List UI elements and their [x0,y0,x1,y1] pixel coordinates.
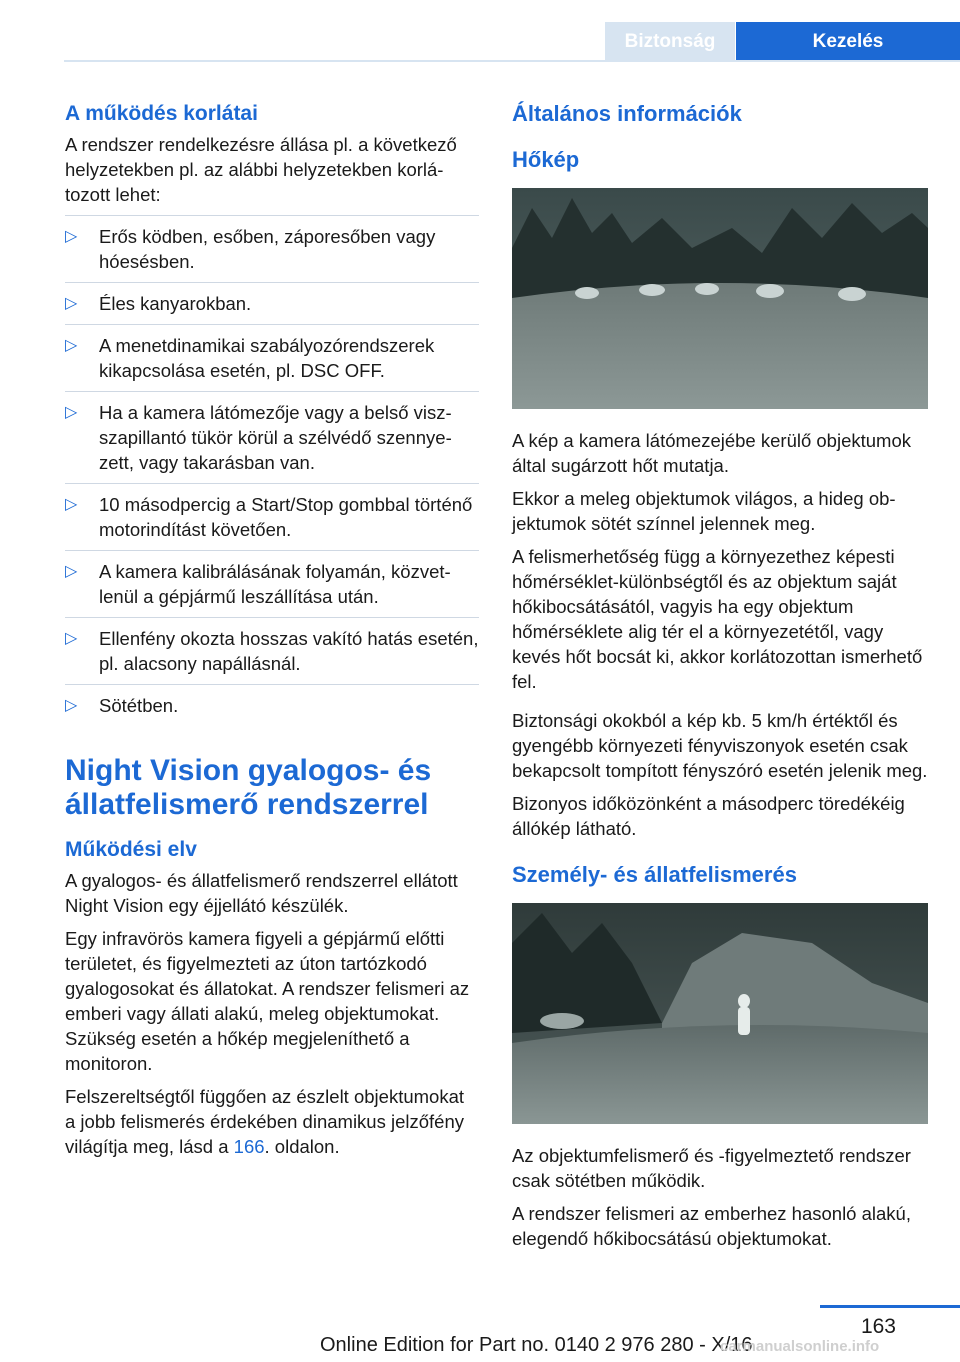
triangle-bullet-icon: ▷ [65,496,78,513]
general-heading: Általános információk [512,101,742,126]
thermal-image-pedestrian [512,903,928,1124]
page-header [0,0,960,62]
principle-paragraph: A gyalogos- és állatfelismerő rendszerrel ellátott Night Vision egy éjjellátó készülék. [65,870,458,916]
principle-paragraph: Felszereltségtől függően az észlelt objektumokat a jobb felismerés érdekében dinamikus jelzőfény világítja meg, lásd a 166. oldalon. [65,1086,464,1157]
header-divider [64,60,960,62]
list-item: ▷ Ha a kamera látómezője vagy a belső viszszapillantó tükör körül a szélvédő szennyezett, vagy takarásban van. [65,391,479,483]
detection-paragraph: Az objektumfelismerő és -figyelmeztető rendszer csak sötétben működik. [512,1145,911,1191]
detection-paragraph: A rendszer felismeri az emberhez hasonló alakú, elegendő hőkibocsátású objektumokat. [512,1203,911,1249]
triangle-bullet-icon: ▷ [65,404,78,421]
footer-accent-line [820,1305,960,1308]
edition-note: Online Edition for Part no. 0140 2 976 280 - X/16 [320,1334,753,1356]
list-item: ▷ Ellenfény okozta hosszas vakító hatás esetén, pl. alacsony napállásnál. [65,617,479,684]
list-item: ▷ A menetdinamikai szabályozórendszerek kikapcsolása esetén, pl. DSC OFF. [65,324,479,391]
thermal-paragraph: A kép a kamera látómezejébe kerülő objektumok által sugárzott hőt mutatja. [512,430,911,476]
thermal-paragraph: Ekkor a meleg objektumok világos, a hideg objektumok sötét színnel jelennek meg. [512,488,896,534]
principle-paragraph: Egy infravörös kamera figyeli a gépjármű előtti területet, és figyelmezteti az úton tartózkodó gyalogosokat és állatokat. A rendszer felismeri az emberi vagy állati alakú, meleg objektumokat. Szükség esetén a hőkép megjeleníthető a monitoron. [65,928,470,1074]
list-item: ▷ Éles kanyarokban. [65,282,479,324]
limits-intro: A rendszer rendelkezésre állása pl. a következő helyzetekben pl. az alábbi helyzetekben korlátozott lehet: [65,134,457,205]
principle-heading: Működési elv [65,838,197,861]
triangle-bullet-icon: ▷ [65,295,78,312]
thermal-paragraph: Bizonyos időközönként a másodperc töredékéig állókép látható. [512,793,905,839]
thermal-paragraph: A felismerhetőség függ a környezethez képesti hőmérséklet-különbségtől és az objektum saját hőkibocsátásától, vagyis ha egy objektum hőmérséklete alig tér el a környezetétől, vagy kevés hőt bocsát ki, akkor korlátozottan ismerhető fel. [512,546,923,692]
triangle-bullet-icon: ▷ [65,697,78,714]
thermal-paragraph: Biztonsági okokból a kép kb. 5 km/h értéktől és gyengébb környezeti fényviszonyok esetén csak bekapcsolt tompított fényszóró esetén jelenik meg. [512,710,928,781]
limits-heading: A működés korlátai [65,102,258,125]
thermal-image-animals [512,188,928,409]
detection-heading: Személy- és állatfelismerés [512,862,797,887]
thermal-heading: Hőkép [512,147,580,172]
watermark: carmanualsonline.info [720,1338,880,1355]
section-title: Night Vision gyalogos- és állatfelismerő rendszerrel [65,754,432,821]
triangle-bullet-icon: ▷ [65,228,78,245]
list-item: ▷ A kamera kalibrálásának folyamán, közvetlenül a gépjármű leszállítása után. [65,550,479,617]
triangle-bullet-icon: ▷ [65,630,78,647]
list-item: ▷ 10 másodpercig a Start/Stop gombbal történő motorindítást követően. [65,483,479,550]
triangle-bullet-icon: ▷ [65,337,78,354]
tab-kezeles[interactable]: Kezelés [736,22,960,62]
list-item: ▷ Erős ködben, esőben, záporesőben vagy hóesésben. [65,215,479,282]
right-column [512,100,928,1259]
page-link[interactable]: 166 [233,1136,265,1157]
limits-list [65,215,479,726]
left-column [65,100,479,1167]
list-item: ▷ Sötétben. [65,684,479,726]
triangle-bullet-icon: ▷ [65,563,78,580]
page-number: 163 [860,1315,896,1338]
tab-biztonsag[interactable]: Biztonság [605,22,735,62]
